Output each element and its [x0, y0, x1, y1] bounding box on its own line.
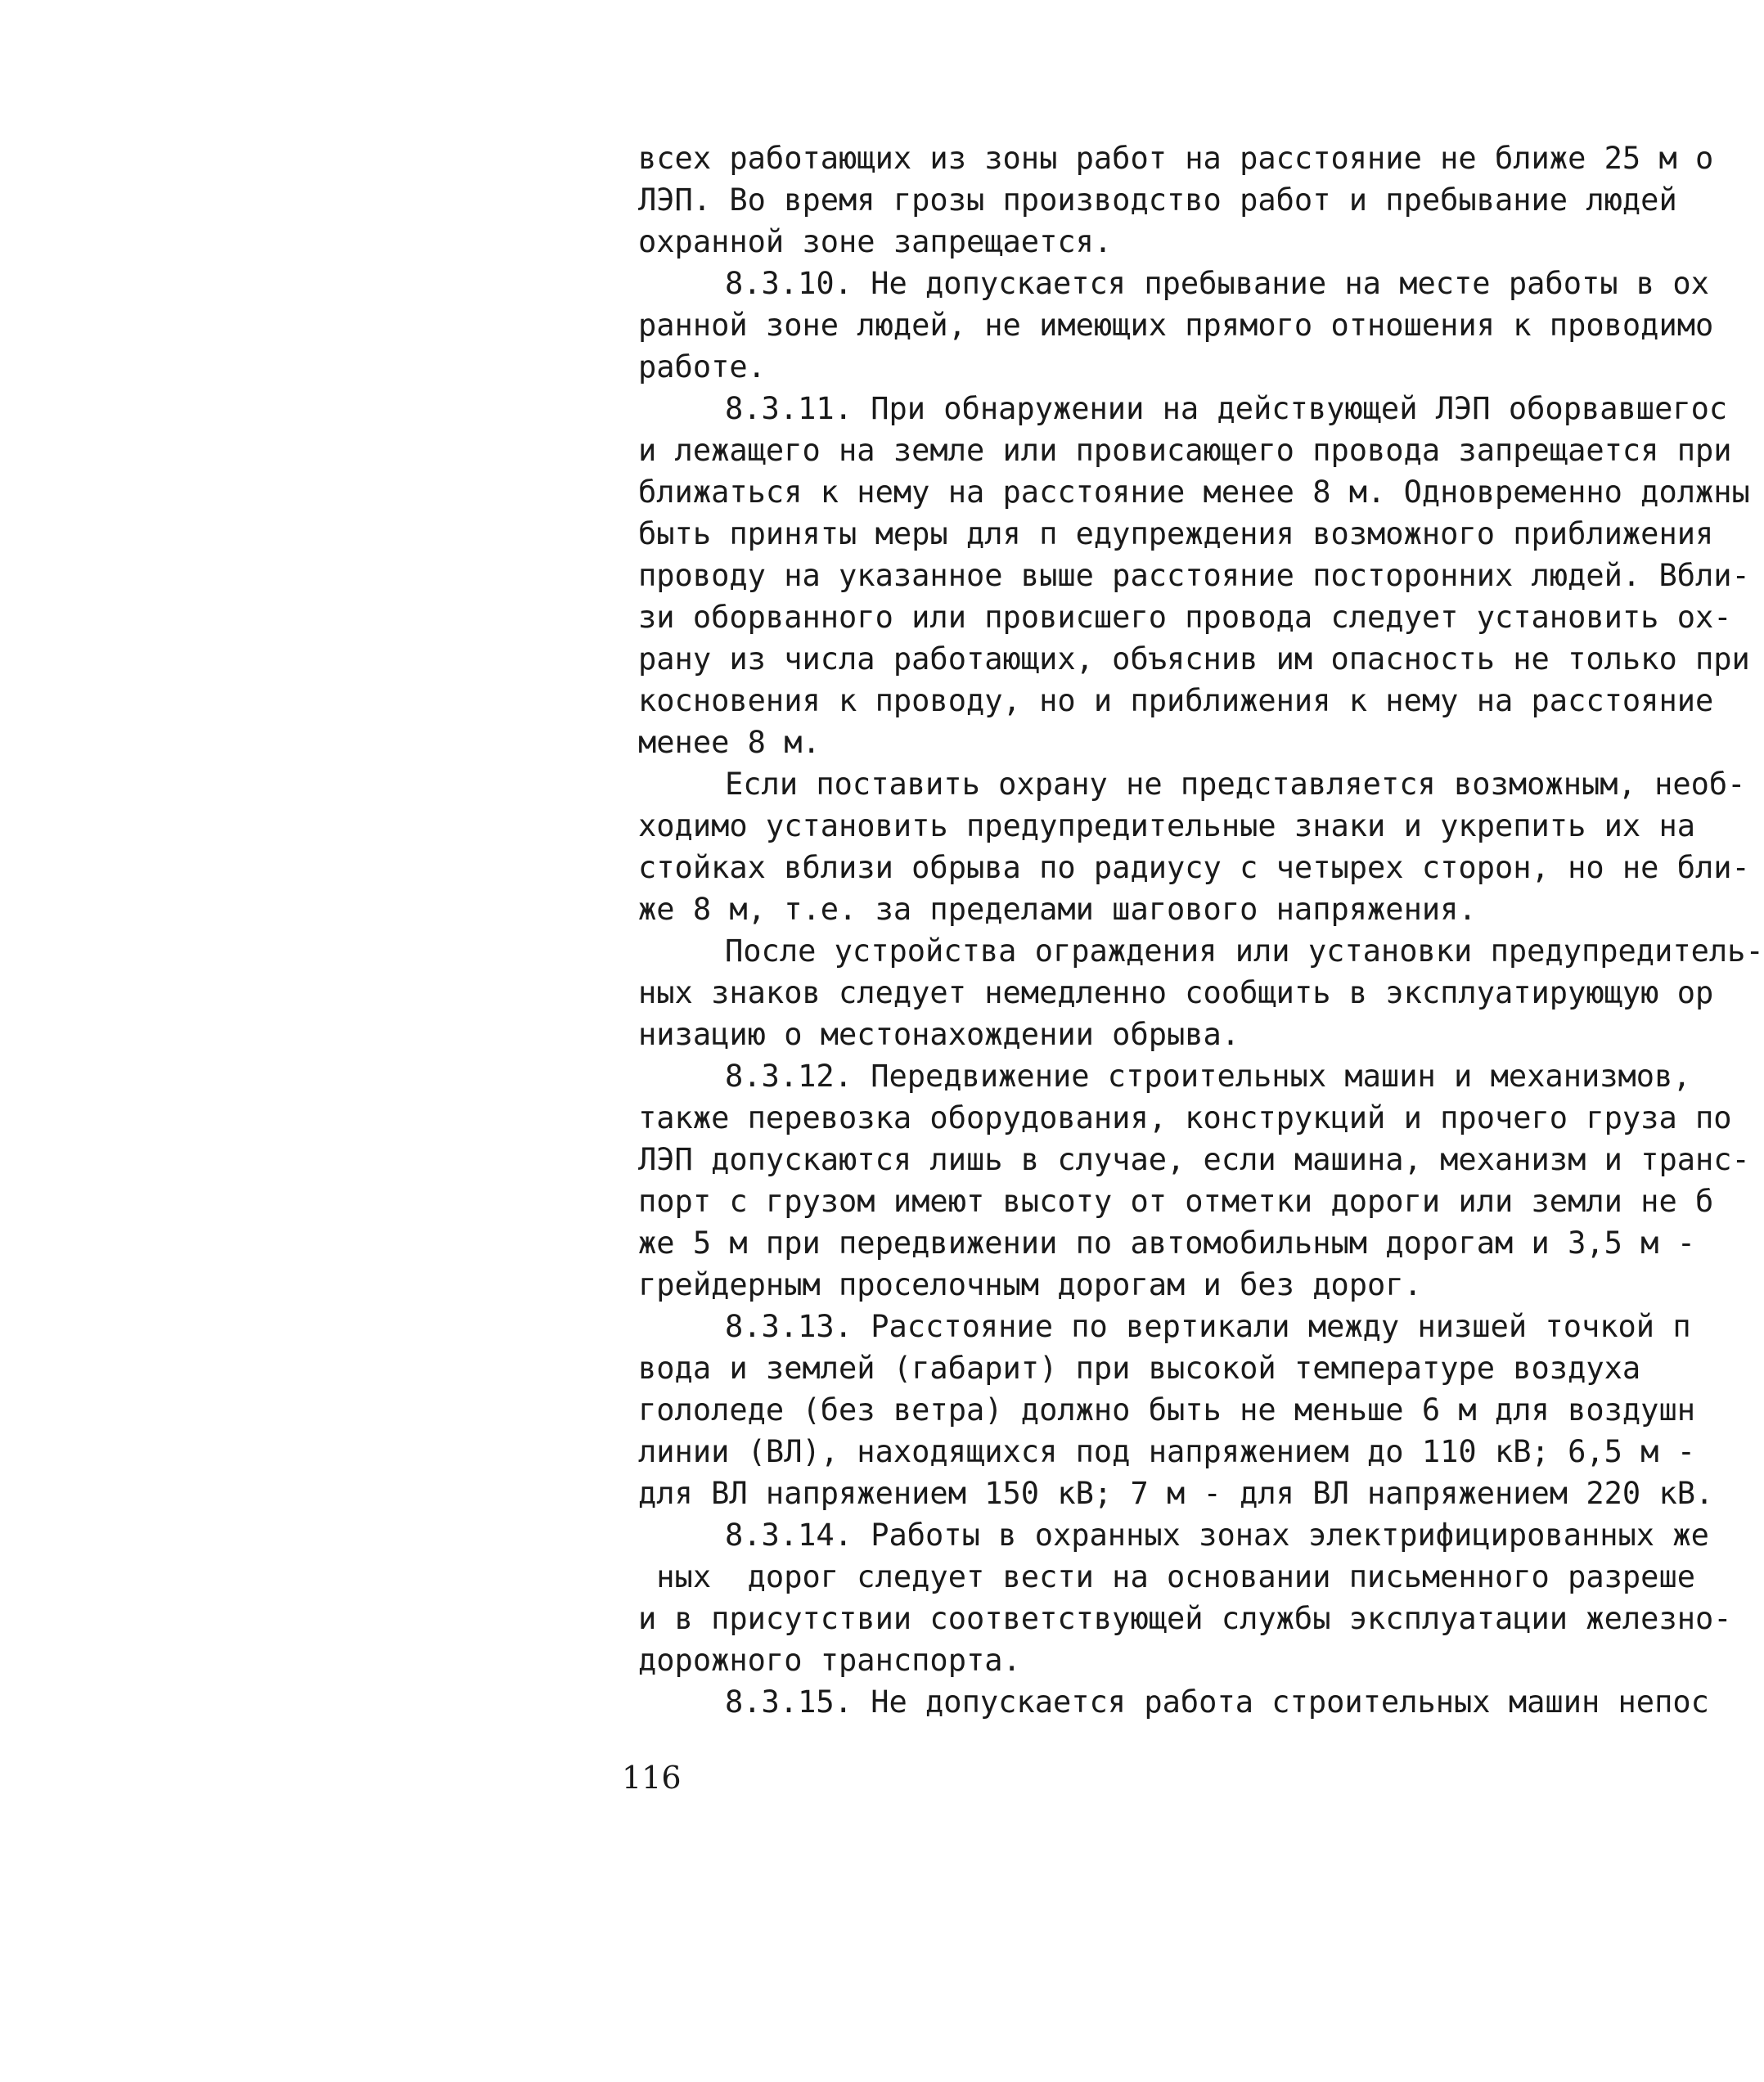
- text-line: всех работающих из зоны работ на расстояние не ближе 25 м о: [638, 141, 1714, 176]
- text-line: порт с грузом имеют высоту от отметки дороги или земли не б: [638, 1184, 1714, 1219]
- text-line: стойках вблизи обрыва по радиусу с четырех сторон, но не бли-: [638, 850, 1750, 885]
- text-line: же 5 м при передвижении по автомобильным дорогам и 3,5 м -: [638, 1225, 1696, 1261]
- text-line: 8.3.15. Не допускается работа строительных машин непос: [725, 1684, 1709, 1720]
- text-line: проводу на указанное выше расстояние посторонних людей. Вбли-: [638, 558, 1750, 593]
- text-line: ранной зоне людей, не имеющих прямого отношения к проводимо: [638, 308, 1714, 343]
- text-line: вода и землей (габарит) при высокой температуре воздуха: [638, 1351, 1641, 1386]
- text-line: охранной зоне запрещается.: [638, 224, 1113, 259]
- text-line: 8.3.12. Передвижение строительных машин и механизмов,: [725, 1059, 1691, 1094]
- text-line: работе.: [638, 349, 766, 384]
- text-line: гололеде (без ветра) должно быть не меньше 6 м для воздушн: [638, 1392, 1696, 1428]
- text-line: Если поставить охрану не представляется возможным, необ-: [725, 767, 1746, 802]
- text-line: и лежащего на земле или провисающего провода запрещается при: [638, 433, 1732, 468]
- text-line: После устройства ограждения или установки предупредитель-: [725, 933, 1764, 969]
- text-line: дорожного транспорта.: [638, 1643, 1021, 1678]
- text-line: низацию о местонахождении обрыва.: [638, 1017, 1240, 1052]
- text-line: также перевозка оборудования, конструкций и прочего груза по: [638, 1100, 1732, 1135]
- text-line: быть приняты меры для п едупреждения возможного приближения: [638, 516, 1714, 551]
- text-line: ходимо установить предупредительные знаки и укрепить их на: [638, 808, 1696, 843]
- text-line: 8.3.10. Не допускается пребывание на месте работы в ох: [725, 266, 1709, 301]
- text-line: 8.3.14. Работы в охранных зонах электрифицированных же: [725, 1518, 1709, 1553]
- text-line: ных знаков следует немедленно сообщить в эксплуатирующую ор: [638, 975, 1714, 1010]
- text-line: 8.3.11. При обнаружении на действующей ЛЭП оборвавшегос: [725, 391, 1728, 426]
- text-line: для ВЛ напряжением 150 кВ; 7 м - для ВЛ напряжением 220 кВ.: [638, 1476, 1714, 1511]
- text-line: 8.3.13. Расстояние по вертикали между низшей точкой п: [725, 1309, 1691, 1344]
- text-line: же 8 м, т.е. за пределами шагового напряжения.: [638, 892, 1477, 927]
- text-line: рану из числа работающих, объяснив им опасность не только при: [638, 641, 1750, 677]
- page-number: 116: [622, 1760, 682, 1796]
- text-line: ближаться к нему на расстояние менее 8 м. Одновременно должны: [638, 474, 1750, 510]
- text-line: зи оборванного или провисшего провода следует установить ох-: [638, 600, 1732, 635]
- document-body-text: [638, 137, 1764, 1723]
- text-line: ных дорог следует вести на основании письменного разреше: [638, 1559, 1696, 1594]
- text-line: и в присутствии соответствующей службы эксплуатации железно-: [638, 1601, 1732, 1636]
- text-line: менее 8 м.: [638, 725, 821, 760]
- text-line: грейдерным проселочным дорогам и без дорог.: [638, 1267, 1422, 1302]
- text-line: косновения к проводу, но и приближения к нему на расстояние: [638, 683, 1714, 718]
- text-line: линии (ВЛ), находящихся под напряжением до 110 кВ; 6,5 м -: [638, 1434, 1696, 1469]
- text-line: ЛЭП допускаются лишь в случае, если машина, механизм и транс-: [638, 1142, 1750, 1177]
- text-line: ЛЭП. Во время грозы производство работ и пребывание людей: [638, 182, 1677, 218]
